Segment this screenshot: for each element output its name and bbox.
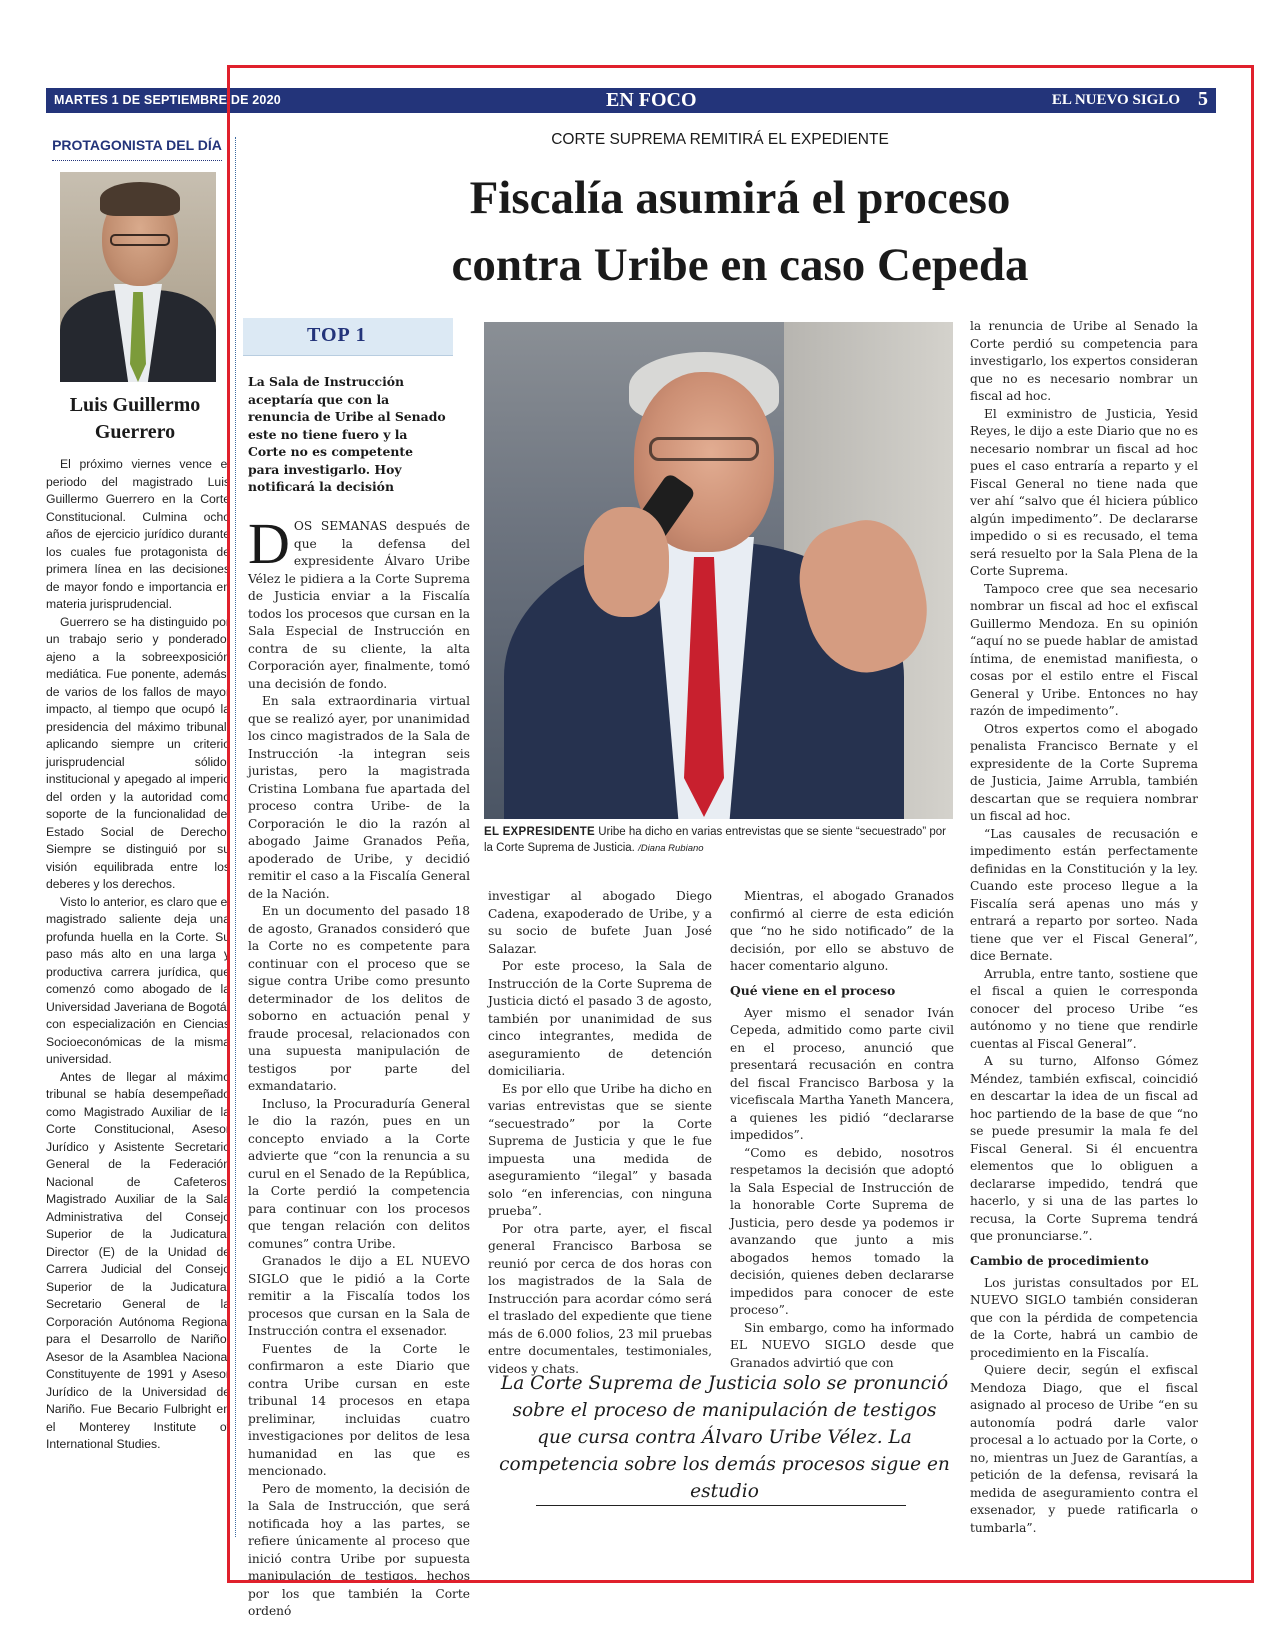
caption-text: Uribe ha dicho en varias entrevistas que se siente “secuestrado” por la Corte Suprema de Justicia.	[484, 826, 946, 854]
page-number: 5	[1198, 88, 1208, 110]
sidebar-divider	[52, 160, 222, 161]
article-paragraph: Es por ello que Uribe ha dicho en varias entrevistas que se siente “secuestrado” por la Corte Suprema de Justicia y que le fue impuesta una medida de aseguramiento “ilegal” y basada solo “en inferencias, con ninguna prueba”.	[488, 1081, 712, 1218]
article-paragraph: A su turno, Alfonso Gómez Méndez, también exfiscal, coincidió en descartar la idea de un fiscal ad hoc partiendo de la base de que “no se puede presumir la mala fe del Fiscal General. Si él encuentra elementos que lo obliguen a declararse impedido, tendrá que hacerlo, y si una de las partes lo recusa, la Corte Suprema tendrá que pronunciarse.”.	[970, 1054, 1198, 1243]
article-paragraph: Los juristas consultados por EL NUEVO SIGLO también consideran que con la pérdida de competencia de la Corte, habrá un cambio de procedimiento en la Fiscalía.	[970, 1275, 1198, 1360]
pull-quote-rule	[536, 1505, 906, 1506]
article-lede: La Sala de Instrucción aceptaría que con la renuncia de Uribe al Senado este no tiene fuero y la Corte no es competente para investigarlo. Hoy notificará la decisión	[248, 374, 446, 494]
article-paragraph: investigar al abogado Diego Cadena, exapoderado de Uribe, y a su socio de bufete Juan José Salazar.	[488, 889, 712, 956]
subheading-que-viene: Qué viene en el proceso	[730, 982, 896, 998]
article-column-4	[970, 318, 1198, 1537]
pull-quote: La Corte Suprema de Justicia solo se pronunció sobre el proceso de manipulación de testigos que cursa contra Álvaro Uribe Vélez. La competencia sobre los demás procesos sigue en estudio	[499, 1373, 950, 1502]
article-headline	[300, 165, 1180, 299]
article-paragraph: Por otra parte, ayer, el fiscal general Francisco Barbosa se reunió por cerca de dos horas con los magistrados de la Sala de Instrucción para acordar cómo será el traslado del expediente que tiene más de 6.000 folios, 23 mil pruebas entre documentales, testimoniales, videos y chats.	[488, 1221, 712, 1376]
article-paragraph: Pero de momento, la decisión de la Sala de Instrucción, que será notificada hoy a las partes, se refiere únicamente al proceso que inició contra Uribe por supuesta manipulación de testigos, hechos por los que también la Corte ordenó	[248, 1481, 470, 1618]
photo-caption	[484, 824, 953, 857]
article-paragraph: Otros expertos como el abogado penalista Francisco Bernate y el expresidente de la Corte Suprema de Justicia, Jaime Arrubla, también descartan que se requiera nombrar un fiscal ad hoc.	[970, 721, 1198, 823]
sidebar-paragraph: El próximo viernes vence el periodo del magistrado Luis Guillermo Guerrero en la Corte Constitucional. Culmina ocho años de ejercicio jurídico durante los cuales fue protagonista de primera línea en las decisiones de mayor fondo e importancia en materia jurisprudencial.	[46, 457, 230, 611]
masthead-section: EN FOCO	[606, 89, 697, 111]
headline-line1: Fiscalía asumirá el proceso	[469, 172, 1011, 224]
column-divider	[235, 137, 236, 1537]
article-column-2	[488, 888, 712, 1378]
article-column-1	[248, 511, 470, 1621]
sidebar-label: PROTAGONISTA DEL DÍA	[52, 137, 222, 153]
article-paragraph: Tampoco cree que sea necesario nombrar un fiscal ad hoc el exfiscal Guillermo Mendoza. En su opinión “aquí no se puede hablar de amistad íntima, de enemistad manifiesta, o cosas por el estilo entre el Fiscal General y Uribe. Entonces no hay razón de impedimento”.	[970, 581, 1198, 718]
masthead-bar	[46, 88, 1216, 113]
article-paragraph: Quiere decir, según el exfiscal Mendoza Diago, que el fiscal asignado al proceso de Uribe “en su autonomía podrá darle valor procesal a lo actuado por la Corte, o no, mientras un Juez de Garantías, a petición de la defensa, revisará la medida de aseguramiento contra el exsenador, y puede ratificarla o tumbarla”.	[970, 1363, 1198, 1535]
caption-credit: /Diana Rubiano	[638, 843, 704, 854]
article-paragraph: Ayer mismo el senador Iván Cepeda, admitido como parte civil en el proceso, anunció que presentará recusación en contra del fiscal Francisco Barbosa y la vicefiscala Martha Yaneth Mancera, a quienes les pidió “declararse impedidos”.	[730, 1005, 954, 1142]
article-paragraph: Granados le dijo a EL NUEVO SIGLO que le pidió a la Corte remitir a la Fiscalía todos los procesos que cursan en la Sala de Instrucción contra el exsenador.	[248, 1254, 470, 1338]
top-tag-label: TOP 1	[307, 324, 367, 346]
article-paragraph: En un documento del pasado 18 de agosto, Granados consideró que la Corte no es competente para continuar con el proceso que se sigue contra Uribe como presunto determinador de los delitos de soborno en actuación penal y fraude procesal, relacionados con una supuesta manipulación de testigos por parte del exmandatario.	[248, 904, 470, 1093]
article-paragraph: El exministro de Justicia, Yesid Reyes, le dijo a este Diario que no es necesario nombrar un fiscal ad hoc pues el caso entraría a reparto y el Fiscal General no tiene nada que ver ahí “salvo que él hiciera público algún impedimento”. De declararse impedido o si es recusado, el tema será resuelto por la Sala Plena de la Corte Suprema.	[970, 406, 1198, 578]
subheading-cambio: Cambio de procedimiento	[970, 1252, 1149, 1268]
article-kicker: CORTE SUPREMA REMITIRÁ EL EXPEDIENTE	[551, 131, 889, 148]
article-paragraph: “Las causales de recusación e impedimento están perfectamente definidas en la Constitución y la ley. Cuando este proceso llegue a la Fiscalía será apenas uno más y entrará a reparto por sorteo. Nada tiene que ver el Fiscal General”, dice Bernate.	[970, 826, 1198, 963]
article-paragraph: Mientras, el abogado Granados confirmó al cierre de esta edición que “no he sido notificado” de la decisión, por ello se abstuvo de hacer comentario alguno.	[730, 889, 954, 973]
article-main-photo	[484, 322, 953, 819]
article-paragraph: Incluso, la Procuraduría General le dio la razón, pues en un concepto enviado a la Corte advierte que “con la renuncia a su curul en el Senado de la República, la Corte perdió la competencia para continuar con los procesos que tengan relación con delitos comunes” contra Uribe.	[248, 1096, 470, 1251]
sidebar-paragraph: Visto lo anterior, es claro que el magistrado saliente deja una profunda huella en la Corte. Su paso más alto en una larga y productiva carrera jurídica, que comenzó como abogado de la Universidad Javeriana de Bogotá, con especialización en Ciencias Socioeconómicas de la misma universidad.	[46, 894, 230, 1066]
dropcap: D	[248, 511, 290, 576]
headline-line2: contra Uribe en caso Cepeda	[451, 239, 1029, 291]
article-paragraph: Fuentes de la Corte le confirmaron a este Diario que contra Uribe cursan en este tribunal 14 procesos en etapa preliminar, incluidas cuatro investigaciones por delitos de lesa humanidad en las que es mencionado.	[248, 1341, 470, 1478]
masthead-paper-name: EL NUEVO SIGLO	[1051, 92, 1180, 108]
masthead-date: MARTES 1 DE SEPTIEMBRE DE 2020	[54, 93, 281, 107]
top-tag	[243, 318, 453, 356]
article-paragraph: Por este proceso, la Sala de Instrucción de la Corte Suprema de Justicia dictó el pasado 3 de agosto, también por unanimidad de sus cinco integrantes, medida de aseguramiento de detención domiciliaria.	[488, 959, 712, 1078]
sidebar-paragraph: Guerrero se ha distinguido por un trabajo serio y ponderado, ajeno a la sobreexposición mediática. Fue ponente, además, de varios de los fallos de mayor impacto, al tiempo que ocupó la presidencia del máximo tribunal, aplicando siempre un criterio jurisprudencial sólido, institucional y apegado al imperio del orden y la autoridad como soporte de la funcionalidad del Estado Social de Derecho. Siempre se distinguió por su visión equilibrada entre los deberes y los derechos.	[46, 614, 230, 891]
sidebar-paragraph: Antes de llegar al máximo tribunal se había desempeñado como Magistrado Auxiliar de la Corte Constitucional, Asesor Jurídico y Asistente Secretario General de la Federación Nacional de Cafeteros, Magistrado Auxiliar de la Sala Administrativa del Consejo Superior de la Judicatura, Director (E) de la Unidad de Carrera Judicial del Consejo Superior de la Judicatura, Secretario General de la Corporación Autónoma Regional para el Desarrollo de Nariño, Asesor de la Asamblea Nacional Constituyente de 1991 y Asesor Jurídico de la Universidad de Nariño. Fue Becario Fulbright en el Monterey Institute of International Studies.	[46, 1069, 230, 1451]
sidebar-name-line1: Luis Guillermo	[69, 394, 201, 416]
article-paragraph: Arrubla, entre tanto, sostiene que el fiscal a quien le corresponda conocer del proceso Uribe “es autónomo y no tiene que rendirle cuentas al Fiscal General”.	[970, 966, 1198, 1051]
sidebar-name-line2: Guerrero	[94, 421, 176, 443]
article-paragraph: la renuncia de Uribe al Senado la Corte perdió su competencia para investigarlo, los expertos consideran que no es necesario nombrar un fiscal ad hoc.	[970, 319, 1198, 403]
article-paragraph: “Como es debido, nosotros respetamos la decisión que adoptó la Sala Especial de Instrucción de la honorable Corte Suprema de Justicia, pero desde ya podemos ir avanzando que junto a mis abogados hemos tomado la decisión, quienes deben declararse impedidos para conocer de este proceso”.	[730, 1145, 954, 1317]
sidebar-portrait-photo	[60, 172, 216, 382]
article-column-3	[730, 888, 954, 1372]
article-paragraph: Sin embargo, como ha informado EL NUEVO SIGLO desde que Granados advirtió que con	[730, 1320, 954, 1370]
caption-label: EL EXPRESIDENTE	[484, 826, 596, 838]
article-paragraph: OS SEMANAS después de que la defensa del expresidente Álvaro Uribe Vélez le pidiera a la Corte Suprema de Justicia enviar a la Fiscalía todos los procesos que cursan en la Sala Especial de Instrucción en contra de su cliente, la alta Corporación ayer, finalmente, tomó una decisión de fondo.	[248, 519, 470, 691]
sidebar-body	[46, 456, 230, 1454]
sidebar-person-name	[42, 392, 228, 446]
article-paragraph: En sala extraordinaria virtual que se realizó ayer, por unanimidad los cinco magistrados de la Sala de Instrucción -la integran seis juristas, pero la magistrada Cristina Lombana fue apartada del proceso contra Uribe- de la Corporación le dio la razón al abogado Jaime Granados Peña, apoderado de Uribe, y decidió remitir el caso a la Fiscalía General de la Nación.	[248, 694, 470, 901]
